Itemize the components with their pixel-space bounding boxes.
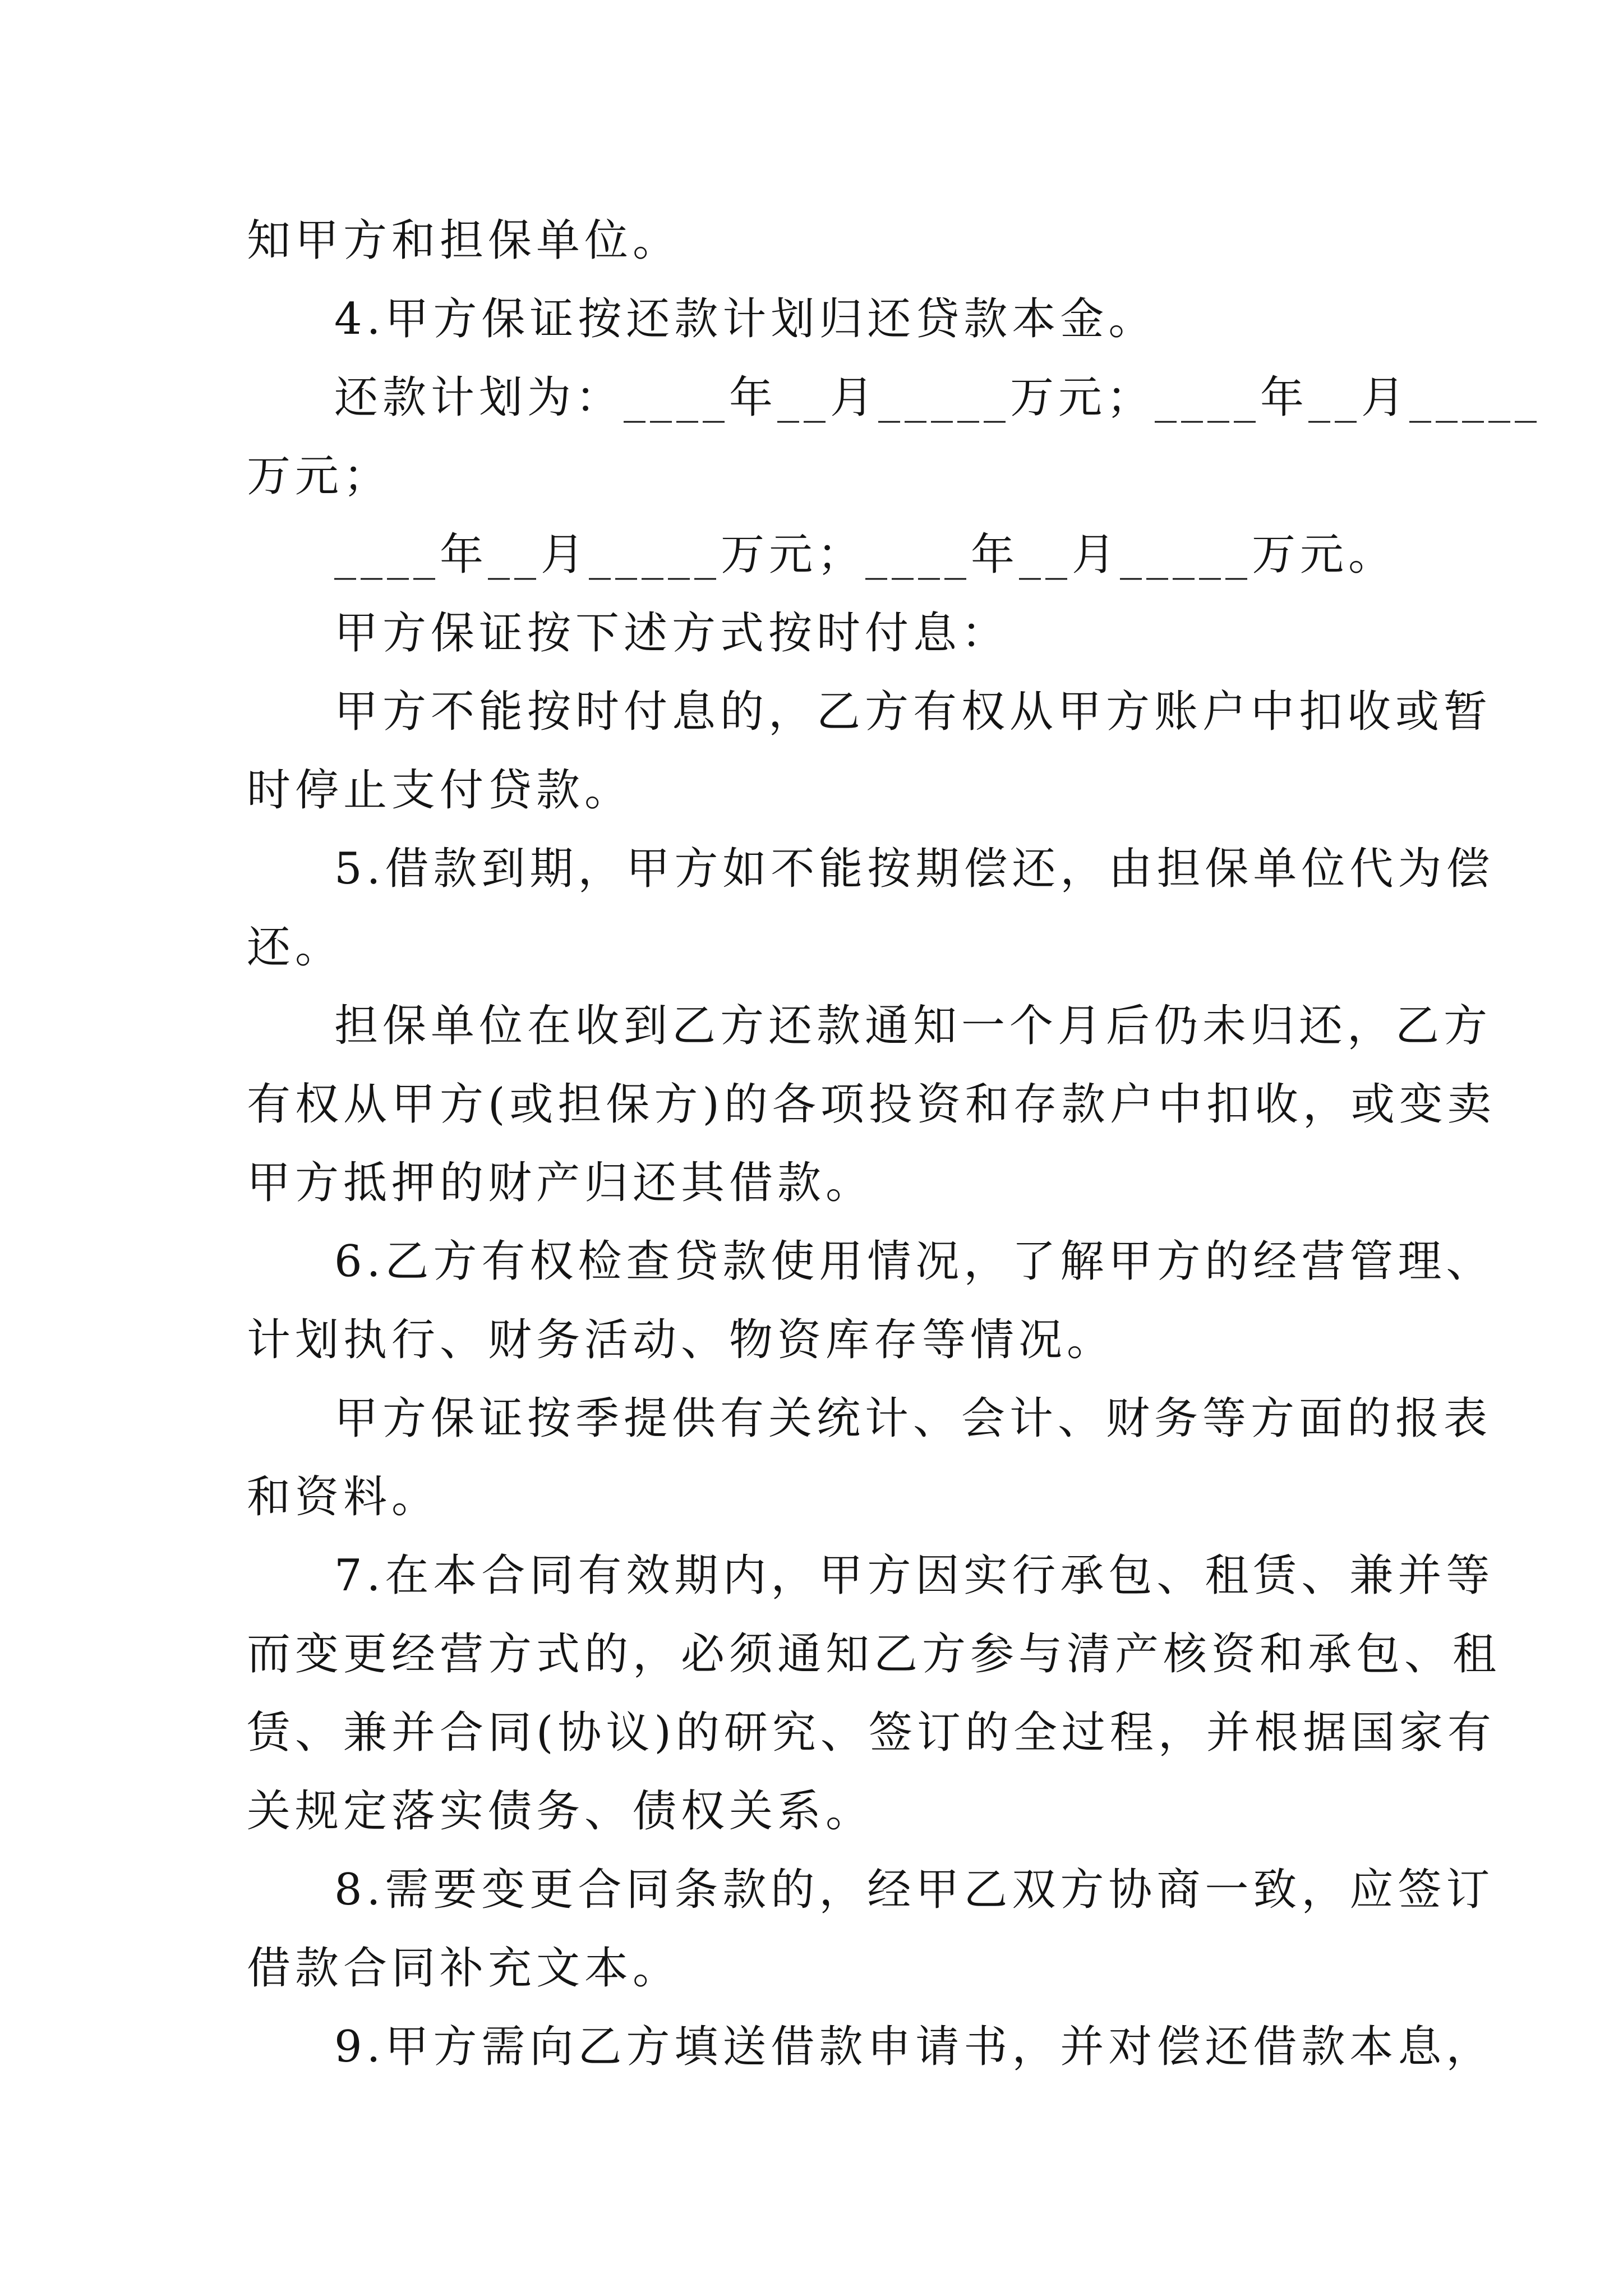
text-line-19: 而变更经营方式的，必须通知乙方参与清产核资和承包、租 <box>247 1629 1501 1680</box>
text-line-6: 甲方保证按下述方式按时付息： <box>334 608 1010 659</box>
text-line-5: ____年__月_____万元；____年__月_____万元。 <box>334 530 1397 580</box>
text-line-8: 时停止支付贷款。 <box>247 765 633 816</box>
text-line-12: 有权从甲方(或担保方)的各项投资和存款户中扣收，或变卖 <box>247 1079 1496 1130</box>
text-line-7: 甲方不能按时付息的，乙方有权从甲方账户中扣收或暂 <box>334 687 1492 737</box>
text-line-18: 7.在本合同有效期内，甲方因实行承包、租赁、兼并等 <box>334 1550 1495 1601</box>
text-line-2: 4.甲方保证按还款计划归还贷款本金。 <box>334 294 1157 344</box>
text-line-10: 还。 <box>247 922 344 973</box>
text-line-3: 还款计划为：____年__月_____万元；____年__月_____ <box>334 372 1542 423</box>
text-line-13: 甲方抵押的财产归还其借款。 <box>247 1158 874 1208</box>
text-line-24: 9.甲方需向乙方填送借款申请书，并对偿还借款本息， <box>334 2022 1495 2072</box>
text-line-15: 计划执行、财务活动、物资库存等情况。 <box>247 1315 1115 1365</box>
text-line-16: 甲方保证按季提供有关统计、会计、财务等方面的报表 <box>334 1393 1492 1444</box>
text-line-21: 关规定落实债务、债权关系。 <box>247 1786 874 1837</box>
text-line-1: 知甲方和担保单位。 <box>247 215 681 266</box>
text-line-9: 5.借款到期，甲方如不能按期偿还，由担保单位代为偿 <box>334 844 1495 894</box>
text-line-4: 万元； <box>247 451 392 501</box>
text-line-14: 6.乙方有权检查贷款使用情况，了解甲方的经营管理、 <box>334 1236 1495 1287</box>
text-line-22: 8.需要变更合同条款的，经甲乙双方协商一致，应签订 <box>334 1865 1495 1915</box>
text-line-23: 借款合同补充文本。 <box>247 1943 681 1994</box>
text-line-17: 和资料。 <box>247 1472 440 1522</box>
text-line-20: 赁、兼并合同(协议)的研究、签订的全过程，并根据国家有 <box>247 1708 1496 1758</box>
text-line-11: 担保单位在收到乙方还款通知一个月后仍未归还，乙方 <box>334 1001 1492 1051</box>
